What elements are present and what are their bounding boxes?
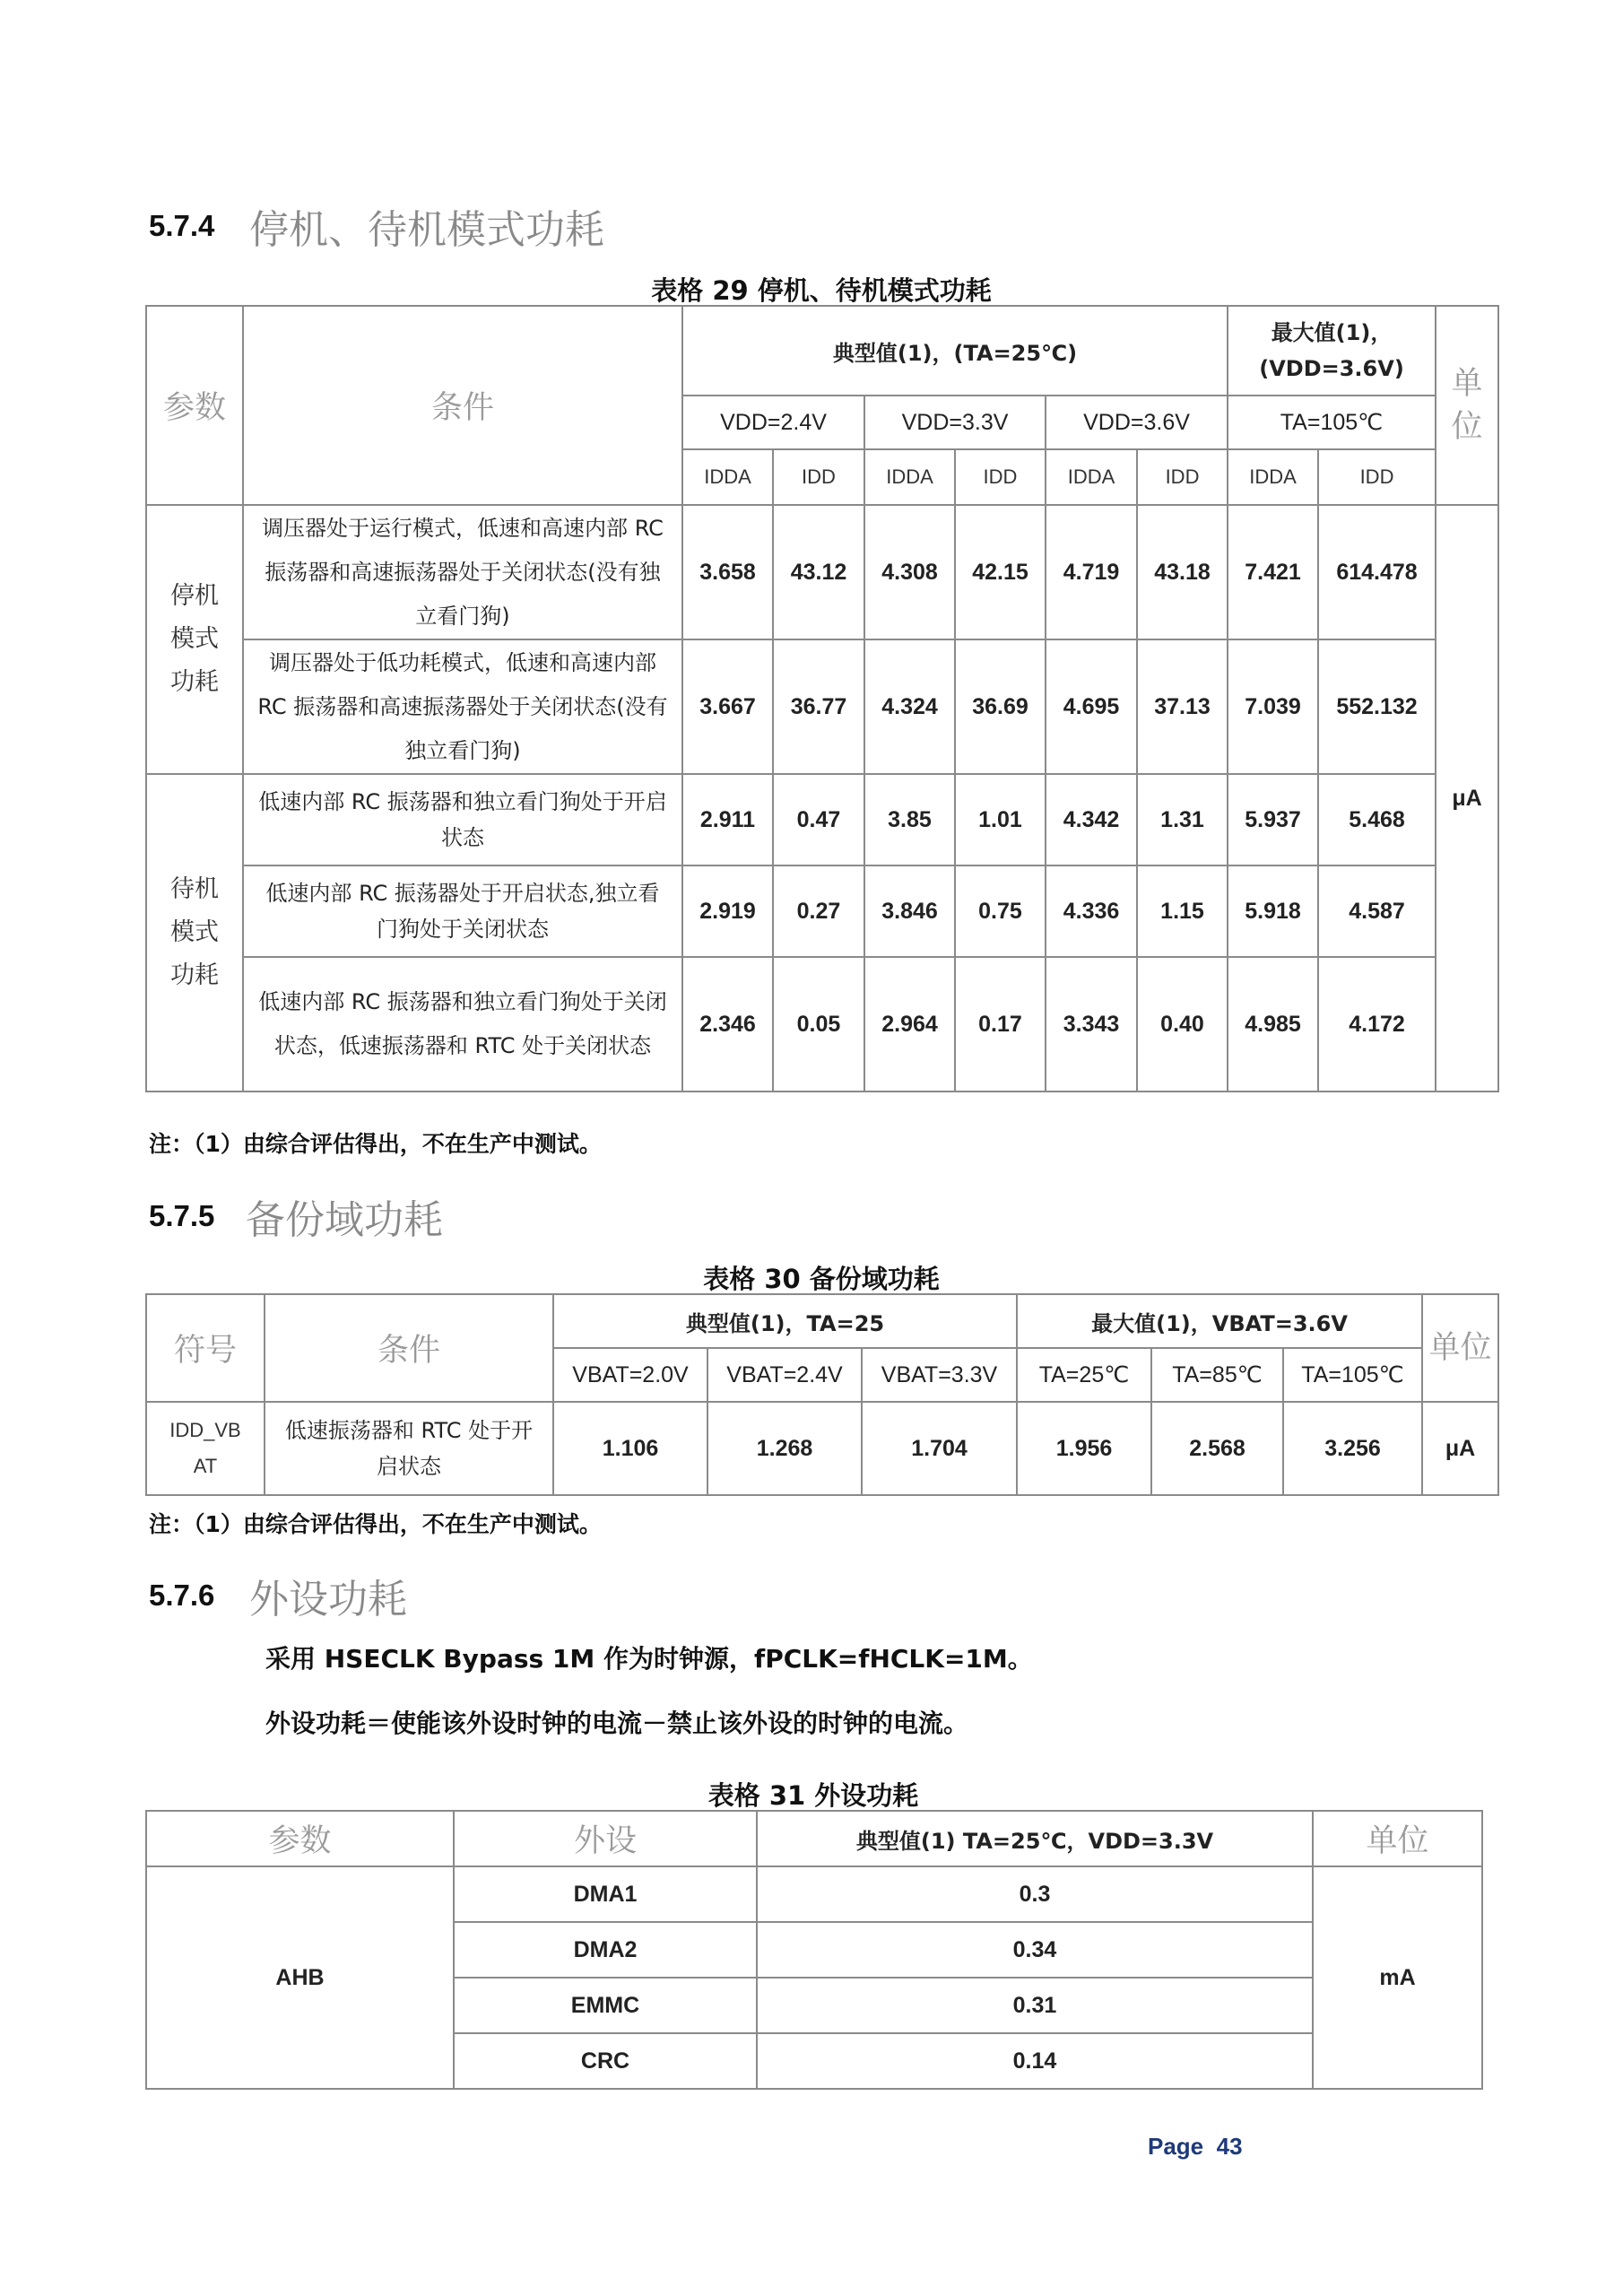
- header-idda: IDDA: [682, 449, 773, 505]
- header-typical: 典型值(1)，TA=25: [553, 1294, 1017, 1348]
- bus-group: AHB: [146, 1866, 454, 2089]
- value-cell: 42.15: [955, 505, 1046, 639]
- value-cell: 7.039: [1228, 639, 1318, 774]
- header-ta-85: TA=85℃: [1151, 1348, 1283, 1402]
- value-cell: 3.658: [682, 505, 773, 639]
- header-unit: 单位: [1422, 1294, 1498, 1402]
- value-cell: 4.308: [864, 505, 955, 639]
- table-row: [146, 639, 1498, 774]
- symbol-cell: IDD_VBAT: [146, 1402, 265, 1495]
- value-cell: 0.14: [757, 2033, 1313, 2089]
- page-number: 43: [1216, 2133, 1243, 2160]
- section-title: 停机、待机模式功耗: [249, 207, 604, 253]
- value-cell: 4.172: [1318, 957, 1436, 1091]
- value-cell: 4.985: [1228, 957, 1318, 1091]
- table-caption: 表格 31 外设功耗: [707, 1780, 919, 1811]
- page-footer: [1148, 2133, 1243, 2161]
- value-cell: 4.695: [1046, 639, 1137, 774]
- header-idda: IDDA: [864, 449, 955, 505]
- row-condition: 低速内部 RC 振荡器和独立看门狗处于开启状态: [243, 774, 682, 865]
- value-cell: 36.77: [773, 639, 864, 774]
- header-unit: 单位: [1313, 1811, 1482, 1866]
- header-typical: 典型值(1) TA=25℃，VDD=3.3V: [757, 1811, 1313, 1866]
- header-peripheral: 外设: [454, 1811, 757, 1866]
- value-cell: 37.13: [1137, 639, 1228, 774]
- value-cell: 2.919: [682, 865, 773, 957]
- value-cell: 3.343: [1046, 957, 1137, 1091]
- value-cell: 3.256: [1283, 1402, 1422, 1495]
- value-cell: 614.478: [1318, 505, 1436, 639]
- value-cell: 3.85: [864, 774, 955, 865]
- table-row: [146, 1866, 1482, 1922]
- unit-cell: μA: [1422, 1402, 1498, 1495]
- header-ta-25: TA=25℃: [1017, 1348, 1151, 1402]
- value-cell: 0.47: [773, 774, 864, 865]
- value-cell: 0.34: [757, 1922, 1313, 1978]
- header-vbat-3v3: VBAT=3.3V: [862, 1348, 1017, 1402]
- value-cell: 1.704: [862, 1402, 1017, 1495]
- table-caption: 表格 30 备份域功耗: [703, 1264, 940, 1294]
- header-typical: 典型值(1)，(TA=25℃): [682, 306, 1228, 396]
- value-cell: 0.40: [1137, 957, 1228, 1091]
- header-vdd-2v4: VDD=2.4V: [682, 396, 864, 449]
- header-max-line2: (VDD=3.6V): [1259, 356, 1404, 381]
- row-condition: 调压器处于运行模式，低速和高速内部 RC 振荡器和高速振荡器处于关闭状态(没有独立看门狗): [243, 505, 682, 639]
- header-vdd-3v6: VDD=3.6V: [1046, 396, 1228, 449]
- header-condition: 条件: [243, 306, 682, 505]
- value-cell: 552.132: [1318, 639, 1436, 774]
- value-cell: 2.346: [682, 957, 773, 1091]
- unit-cell: mA: [1313, 1866, 1482, 2089]
- value-cell: 2.568: [1151, 1402, 1283, 1495]
- value-cell: 4.587: [1318, 865, 1436, 957]
- header-vbat-2v0: VBAT=2.0V: [553, 1348, 707, 1402]
- group-stop: 停机模式功耗: [146, 505, 243, 774]
- header-ta-105: TA=105℃: [1283, 1348, 1422, 1402]
- table-row: [146, 957, 1498, 1091]
- unit-cell: μA: [1436, 505, 1498, 1091]
- header-vbat-2v4: VBAT=2.4V: [707, 1348, 862, 1402]
- section-title: 外设功耗: [249, 1577, 407, 1622]
- section-number: 5.7.6: [149, 1578, 215, 1612]
- value-cell: 5.937: [1228, 774, 1318, 865]
- value-cell: 4.324: [864, 639, 955, 774]
- header-max: 最大值(1)，VBAT=3.6V: [1017, 1294, 1422, 1348]
- header-max: [1228, 306, 1436, 396]
- value-cell: 36.69: [955, 639, 1046, 774]
- value-cell: 0.17: [955, 957, 1046, 1091]
- peripheral-name: EMMC: [454, 1978, 757, 2033]
- section-number: 5.7.5: [149, 1199, 215, 1232]
- value-cell: 0.05: [773, 957, 864, 1091]
- header-param: 参数: [146, 1811, 454, 1866]
- page-label: Page: [1148, 2133, 1204, 2160]
- value-cell: 43.12: [773, 505, 864, 639]
- row-condition: 调压器处于低功耗模式，低速和高速内部 RC 振荡器和高速振荡器处于关闭状态(没有独立看门狗): [243, 639, 682, 774]
- section-title: 备份域功耗: [246, 1197, 443, 1243]
- header-condition: 条件: [265, 1294, 553, 1402]
- body-line-definition: 外设功耗＝使能该外设时钟的电流－禁止该外设的时钟的电流。: [265, 1709, 969, 1738]
- value-cell: 4.342: [1046, 774, 1137, 865]
- header-idd: IDD: [955, 449, 1046, 505]
- header-param: 参数: [146, 306, 243, 505]
- table-row: [146, 774, 1498, 865]
- value-cell: 7.421: [1228, 505, 1318, 639]
- value-cell: 43.18: [1137, 505, 1228, 639]
- value-cell: 1.15: [1137, 865, 1228, 957]
- table-row: [146, 505, 1498, 639]
- row-condition: 低速振荡器和 RTC 处于开启状态: [265, 1402, 553, 1495]
- header-idd: IDD: [1318, 449, 1436, 505]
- table-row: [146, 1402, 1498, 1495]
- value-cell: 1.956: [1017, 1402, 1151, 1495]
- value-cell: 1.106: [553, 1402, 707, 1495]
- peripheral-name: DMA1: [454, 1866, 757, 1922]
- value-cell: 4.719: [1046, 505, 1137, 639]
- header-symbol: 符号: [146, 1294, 265, 1402]
- header-unit: 单位: [1436, 306, 1498, 505]
- value-cell: 0.75: [955, 865, 1046, 957]
- peripheral-name: DMA2: [454, 1922, 757, 1978]
- table-peripheral: [145, 1810, 1483, 2090]
- table-caption: 表格 29 停机、待机模式功耗: [651, 275, 992, 306]
- section-number: 5.7.4: [149, 209, 215, 242]
- value-cell: 1.268: [707, 1402, 862, 1495]
- header-vdd-3v3: VDD=3.3V: [864, 396, 1046, 449]
- table-note: 注：（1）由综合评估得出，不在生产中测试。: [149, 1131, 602, 1157]
- value-cell: 0.27: [773, 865, 864, 957]
- header-idd: IDD: [1137, 449, 1228, 505]
- header-max-line1: 最大值(1)，: [1271, 320, 1393, 345]
- value-cell: 0.3: [757, 1866, 1313, 1922]
- value-cell: 2.964: [864, 957, 955, 1091]
- row-condition: 低速内部 RC 振荡器和独立看门狗处于关闭状态，低速振荡器和 RTC 处于关闭状态: [243, 957, 682, 1091]
- value-cell: 0.31: [757, 1978, 1313, 2033]
- table-stop-standby: [145, 305, 1499, 1092]
- header-idda: IDDA: [1046, 449, 1137, 505]
- value-cell: 1.01: [955, 774, 1046, 865]
- header-ta-105: TA=105℃: [1228, 396, 1436, 449]
- body-line-clock: 采用 HSECLK Bypass 1M 作为时钟源，fPCLK=fHCLK=1M。: [265, 1644, 1033, 1674]
- value-cell: 3.667: [682, 639, 773, 774]
- header-idda: IDDA: [1228, 449, 1318, 505]
- value-cell: 1.31: [1137, 774, 1228, 865]
- table-note: 注：（1）由综合评估得出，不在生产中测试。: [149, 1511, 602, 1537]
- value-cell: 3.846: [864, 865, 955, 957]
- value-cell: 5.918: [1228, 865, 1318, 957]
- peripheral-name: CRC: [454, 2033, 757, 2089]
- value-cell: 2.911: [682, 774, 773, 865]
- value-cell: 4.336: [1046, 865, 1137, 957]
- row-condition: 低速内部 RC 振荡器处于开启状态,独立看门狗处于关闭状态: [243, 865, 682, 957]
- header-idd: IDD: [773, 449, 864, 505]
- group-standby: 待机模式功耗: [146, 774, 243, 1091]
- table-row: [146, 865, 1498, 957]
- value-cell: 5.468: [1318, 774, 1436, 865]
- table-backup-domain: [145, 1293, 1499, 1496]
